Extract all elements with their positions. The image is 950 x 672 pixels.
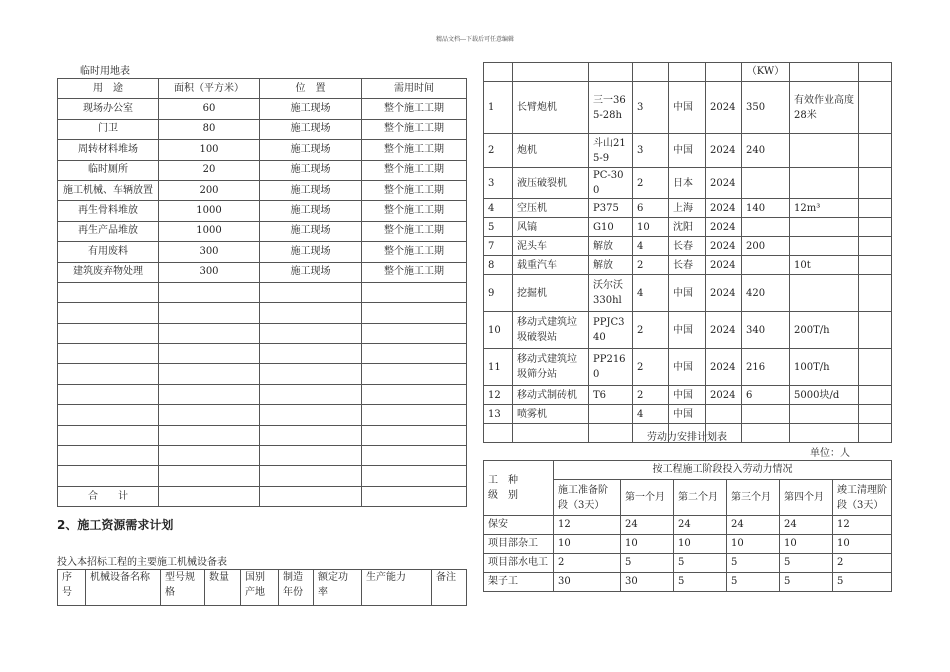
machine-cell: 140 — [742, 199, 790, 218]
machine-row — [484, 275, 892, 312]
machine-cell: 2024 — [706, 218, 742, 237]
land-cell: 1000 — [159, 221, 260, 241]
machine-cell: 中国 — [669, 275, 706, 312]
machine-cell: T6 — [589, 386, 633, 405]
land-cell: 施工现场 — [260, 201, 362, 221]
land-empty-cell — [58, 425, 159, 445]
land-cell: 施工机械、车辆放置 — [58, 180, 159, 200]
machine-cell: 上海 — [669, 199, 706, 218]
machine-cell: 沈阳 — [669, 218, 706, 237]
labor-stage-header: 第一个月 — [621, 480, 674, 516]
machine-cell: 340 — [742, 312, 790, 349]
machine-row — [484, 386, 892, 405]
land-empty-cell — [362, 446, 467, 466]
machine-cell — [790, 405, 859, 424]
land-empty-row — [58, 344, 467, 364]
labor-cell: 10 — [674, 535, 727, 554]
land-cell: 施工现场 — [260, 221, 362, 241]
machine-cell: 2024 — [706, 275, 742, 312]
land-empty-cell — [362, 384, 467, 404]
land-empty-cell — [159, 344, 260, 364]
labor-cell: 10 — [621, 535, 674, 554]
land-cell: 1000 — [159, 201, 260, 221]
machine-cell: 2024 — [706, 134, 742, 168]
equipment-header-cell: 额定功率 — [314, 570, 362, 606]
land-empty-cell — [159, 384, 260, 404]
machine-cell: 泥头车 — [513, 237, 589, 256]
labor-cell: 5 — [674, 573, 727, 592]
machine-remark-cell — [859, 312, 892, 349]
machine-cell: G10 — [589, 218, 633, 237]
machine-cell — [589, 405, 633, 424]
labor-stage-header: 第四个月 — [780, 480, 833, 516]
land-cell: 施工现场 — [260, 99, 362, 119]
labor-cell: 5 — [621, 554, 674, 573]
land-empty-cell — [260, 323, 362, 343]
machine-cell: 斗山215-9 — [589, 134, 633, 168]
land-empty-cell — [58, 344, 159, 364]
machine-cell — [790, 218, 859, 237]
machines-blank-cell — [633, 63, 669, 82]
land-cell: 200 — [159, 180, 260, 200]
land-empty-cell — [58, 364, 159, 384]
land-cell: 现场办公室 — [58, 99, 159, 119]
land-cell: 20 — [159, 160, 260, 180]
machine-cell: 风镐 — [513, 218, 589, 237]
equipment-header-cell: 机械设备名称 — [86, 570, 161, 606]
land-empty-cell — [362, 364, 467, 384]
section-title: 2、施工资源需求计划 — [57, 518, 174, 532]
machine-cell: 空压机 — [513, 199, 589, 218]
labor-row — [484, 535, 892, 554]
land-empty-cell — [362, 303, 467, 323]
labor-cell: 2 — [833, 554, 892, 573]
land-cell: 整个施工工期 — [362, 160, 467, 180]
land-empty-cell — [58, 282, 159, 302]
machine-cell: 4 — [633, 237, 669, 256]
machine-cell: 6 — [742, 386, 790, 405]
labor-stage-header: 竣工清理阶段（3天） — [833, 480, 892, 516]
labor-cell: 24 — [621, 516, 674, 535]
land-cell: 门卫 — [58, 119, 159, 139]
labor-row — [484, 554, 892, 573]
machine-cell: 8 — [484, 256, 513, 275]
machine-remark-cell — [859, 349, 892, 386]
equipment-header-cell: 国别产地 — [241, 570, 279, 606]
machine-cell: 3 — [633, 134, 669, 168]
machine-cell: 液压破裂机 — [513, 168, 589, 199]
land-cell: 施工现场 — [260, 180, 362, 200]
machine-cell: 11 — [484, 349, 513, 386]
labor-unit: 单位：人 — [810, 448, 850, 459]
land-header-row — [58, 79, 467, 99]
land-row — [58, 99, 467, 119]
equipment-header-table — [57, 569, 467, 606]
labor-cell: 24 — [674, 516, 727, 535]
machine-cell: 200 — [742, 237, 790, 256]
machine-cell — [742, 405, 790, 424]
machine-cell: 中国 — [669, 405, 706, 424]
land-empty-cell — [159, 303, 260, 323]
machine-cell: P375 — [589, 199, 633, 218]
labor-cell: 5 — [727, 573, 780, 592]
machine-cell — [790, 168, 859, 199]
machine-cell: 2024 — [706, 168, 742, 199]
land-cell: 整个施工工期 — [362, 221, 467, 241]
land-cell: 60 — [159, 99, 260, 119]
machine-remark-cell — [859, 134, 892, 168]
land-empty-cell — [362, 425, 467, 445]
land-cell: 施工现场 — [260, 119, 362, 139]
machine-row — [484, 405, 892, 424]
labor-cell: 24 — [727, 516, 780, 535]
machine-cell: 2 — [633, 256, 669, 275]
machine-cell: 2 — [633, 168, 669, 199]
equipment-header-cell: 备注 — [432, 570, 467, 606]
machine-row — [484, 218, 892, 237]
machine-cell: 挖掘机 — [513, 275, 589, 312]
land-empty-row — [58, 323, 467, 343]
machine-cell: 2024 — [706, 256, 742, 275]
machine-cell: 解放 — [589, 237, 633, 256]
machine-cell: 4 — [484, 199, 513, 218]
machine-cell: 216 — [742, 349, 790, 386]
land-empty-row — [58, 425, 467, 445]
power-unit-cell: （KW） — [742, 63, 790, 82]
land-empty-row — [58, 384, 467, 404]
equipment-header-cell: 序号 — [58, 570, 86, 606]
machine-cell — [742, 218, 790, 237]
labor-cell: 5 — [780, 573, 833, 592]
land-empty-cell — [260, 344, 362, 364]
machine-cell: 日本 — [669, 168, 706, 199]
labor-stage-header: 施工准备阶段（3天） — [554, 480, 621, 516]
land-cell: 有用废料 — [58, 242, 159, 262]
land-cell: 施工现场 — [260, 262, 362, 282]
machine-row — [484, 82, 892, 134]
machine-cell: 12m³ — [790, 199, 859, 218]
machine-row — [484, 256, 892, 275]
land-cell: 300 — [159, 262, 260, 282]
labor-stage-header: 第二个月 — [674, 480, 727, 516]
machine-cell: 10t — [790, 256, 859, 275]
land-empty-cell — [159, 405, 260, 425]
land-empty-cell — [362, 405, 467, 425]
land-empty-cell — [260, 303, 362, 323]
machine-cell: 2024 — [706, 386, 742, 405]
land-total-cell — [362, 486, 467, 506]
machine-cell: 350 — [742, 82, 790, 134]
land-empty-row — [58, 405, 467, 425]
machine-cell: 2 — [633, 386, 669, 405]
land-empty-cell — [58, 446, 159, 466]
land-row — [58, 180, 467, 200]
machine-cell: 1 — [484, 82, 513, 134]
labor-cell: 项目部杂工 — [484, 535, 554, 554]
machine-row — [484, 349, 892, 386]
land-cell: 建筑废弃物处理 — [58, 262, 159, 282]
machine-cell: 5000块/d — [790, 386, 859, 405]
labor-trade-header: 工 种 级 别 — [484, 461, 554, 516]
land-empty-row — [58, 282, 467, 302]
machine-cell: 2024 — [706, 199, 742, 218]
land-empty-row — [58, 466, 467, 486]
land-empty-cell — [58, 384, 159, 404]
land-empty-cell — [159, 466, 260, 486]
labor-cell: 架子工 — [484, 573, 554, 592]
machine-row — [484, 312, 892, 349]
machine-cell: PPJC340 — [589, 312, 633, 349]
machine-row — [484, 168, 892, 199]
land-cell: 整个施工工期 — [362, 242, 467, 262]
labor-cell: 项目部水电工 — [484, 554, 554, 573]
land-row — [58, 262, 467, 282]
machine-remark-cell — [859, 405, 892, 424]
land-row — [58, 242, 467, 262]
land-empty-cell — [159, 364, 260, 384]
machine-cell: 沃尔沃330hl — [589, 275, 633, 312]
land-cell: 周转材料堆场 — [58, 140, 159, 160]
labor-cell: 10 — [554, 535, 621, 554]
land-header-cell: 面积（平方米） — [159, 79, 260, 99]
machine-cell: 中国 — [669, 349, 706, 386]
machine-cell: 5 — [484, 218, 513, 237]
labor-cell: 12 — [833, 516, 892, 535]
machine-cell: 200T/h — [790, 312, 859, 349]
land-row — [58, 160, 467, 180]
equipment-header-cell: 数量 — [205, 570, 241, 606]
equipment-caption: 投入本招标工程的主要施工机械设备表 — [57, 557, 227, 568]
machine-cell: 13 — [484, 405, 513, 424]
machines-blank-cell — [790, 63, 859, 82]
machines-unit-row — [484, 63, 892, 82]
land-total-label: 合 计 — [58, 486, 159, 506]
machine-remark-cell — [859, 82, 892, 134]
land-empty-cell — [58, 405, 159, 425]
equipment-header-cell: 生产能力 — [362, 570, 432, 606]
machine-cell: 中国 — [669, 386, 706, 405]
land-cell: 80 — [159, 119, 260, 139]
machine-cell: 240 — [742, 134, 790, 168]
land-empty-cell — [260, 405, 362, 425]
machine-cell: 有效作业高度28米 — [790, 82, 859, 134]
machine-cell: 4 — [633, 405, 669, 424]
land-cell: 再生骨料堆放 — [58, 201, 159, 221]
machine-cell — [742, 256, 790, 275]
labor-cell: 保安 — [484, 516, 554, 535]
land-empty-cell — [159, 446, 260, 466]
land-empty-cell — [260, 282, 362, 302]
equipment-header-cell: 制造年份 — [279, 570, 314, 606]
machine-cell: 3 — [633, 82, 669, 134]
labor-header-row — [484, 461, 892, 480]
machine-cell: 3 — [484, 168, 513, 199]
machine-cell: 12 — [484, 386, 513, 405]
machine-cell — [790, 237, 859, 256]
machine-cell: 解放 — [589, 256, 633, 275]
machine-cell: 三一365-28h — [589, 82, 633, 134]
machine-cell: 2024 — [706, 237, 742, 256]
land-empty-cell — [159, 425, 260, 445]
machine-cell: 9 — [484, 275, 513, 312]
land-row — [58, 140, 467, 160]
labor-stage-header: 第三个月 — [727, 480, 780, 516]
machines-blank-cell — [859, 63, 892, 82]
machine-cell: 2 — [633, 349, 669, 386]
machine-cell: 2024 — [706, 349, 742, 386]
machine-cell: 6 — [633, 199, 669, 218]
machine-cell: 中国 — [669, 134, 706, 168]
land-header-cell: 需用时间 — [362, 79, 467, 99]
machine-cell: 长春 — [669, 256, 706, 275]
land-empty-cell — [159, 323, 260, 343]
land-empty-cell — [58, 466, 159, 486]
land-cell: 整个施工工期 — [362, 262, 467, 282]
machines-blank-cell — [484, 63, 513, 82]
machine-remark-cell — [859, 199, 892, 218]
land-header-cell: 位 置 — [260, 79, 362, 99]
machine-cell: PP2160 — [589, 349, 633, 386]
machine-remark-cell — [859, 237, 892, 256]
land-cell: 整个施工工期 — [362, 201, 467, 221]
land-cell: 临时厕所 — [58, 160, 159, 180]
machine-remark-cell — [859, 218, 892, 237]
labor-cell: 24 — [780, 516, 833, 535]
labor-cell: 12 — [554, 516, 621, 535]
machines-table — [483, 62, 892, 443]
machine-cell: 中国 — [669, 312, 706, 349]
machine-cell: 喷雾机 — [513, 405, 589, 424]
machine-cell: 移动式制砖机 — [513, 386, 589, 405]
machine-cell: 长春 — [669, 237, 706, 256]
land-empty-cell — [159, 282, 260, 302]
machine-cell: 10 — [484, 312, 513, 349]
land-empty-row — [58, 446, 467, 466]
labor-cell: 10 — [833, 535, 892, 554]
machine-cell — [706, 405, 742, 424]
land-empty-cell — [362, 466, 467, 486]
land-header-cell: 用 途 — [58, 79, 159, 99]
labor-cell: 5 — [780, 554, 833, 573]
land-empty-cell — [260, 364, 362, 384]
machine-cell: 2 — [484, 134, 513, 168]
machines-blank-cell — [589, 63, 633, 82]
machine-cell: 2024 — [706, 82, 742, 134]
machine-row — [484, 134, 892, 168]
machines-blank-cell — [513, 63, 589, 82]
equipment-header-cell: 型号规格 — [161, 570, 205, 606]
land-empty-row — [58, 364, 467, 384]
labor-cell: 2 — [554, 554, 621, 573]
machine-cell: 移动式建筑垃圾破裂站 — [513, 312, 589, 349]
land-table-caption: 临时用地表 — [80, 66, 130, 77]
land-usage-table — [57, 78, 467, 507]
machine-cell: 10 — [633, 218, 669, 237]
land-cell: 施工现场 — [260, 140, 362, 160]
machine-cell: 4 — [633, 275, 669, 312]
labor-caption: 劳动力安排计划表 — [647, 432, 727, 443]
labor-table — [483, 460, 892, 592]
machine-cell: 载重汽车 — [513, 256, 589, 275]
page-header: 精品文档---下载后可任意编辑 — [435, 36, 515, 43]
machine-cell: 长臂炮机 — [513, 82, 589, 134]
labor-group-header: 按工程施工阶段投入劳动力情况 — [554, 461, 892, 480]
machine-remark-cell — [859, 275, 892, 312]
land-empty-cell — [58, 323, 159, 343]
land-row — [58, 201, 467, 221]
machines-blank-cell — [669, 63, 706, 82]
machine-cell: 2024 — [706, 312, 742, 349]
machine-cell: 2 — [633, 312, 669, 349]
machine-cell: 中国 — [669, 82, 706, 134]
land-cell: 整个施工工期 — [362, 119, 467, 139]
land-row — [58, 119, 467, 139]
machines-blank-cell — [706, 63, 742, 82]
land-empty-cell — [260, 384, 362, 404]
labor-cell: 5 — [727, 554, 780, 573]
land-cell: 整个施工工期 — [362, 180, 467, 200]
machine-remark-cell — [859, 168, 892, 199]
machine-row — [484, 237, 892, 256]
machine-remark-cell — [859, 386, 892, 405]
land-empty-cell — [362, 282, 467, 302]
land-empty-row — [58, 303, 467, 323]
land-cell: 再生产品堆放 — [58, 221, 159, 241]
machine-cell — [742, 168, 790, 199]
land-total-cell — [260, 486, 362, 506]
land-cell: 整个施工工期 — [362, 140, 467, 160]
machine-cell: 420 — [742, 275, 790, 312]
machine-cell: PC-300 — [589, 168, 633, 199]
labor-row — [484, 573, 892, 592]
machine-remark-cell — [859, 256, 892, 275]
land-empty-cell — [58, 303, 159, 323]
land-row — [58, 221, 467, 241]
labor-cell: 5 — [833, 573, 892, 592]
machine-row — [484, 199, 892, 218]
land-total-cell — [159, 486, 260, 506]
land-empty-cell — [362, 344, 467, 364]
labor-cell: 5 — [674, 554, 727, 573]
labor-cell: 30 — [621, 573, 674, 592]
labor-cell: 10 — [727, 535, 780, 554]
land-empty-cell — [260, 425, 362, 445]
machine-cell — [790, 275, 859, 312]
land-empty-cell — [362, 323, 467, 343]
labor-cell: 10 — [780, 535, 833, 554]
land-cell: 整个施工工期 — [362, 99, 467, 119]
labor-cell: 30 — [554, 573, 621, 592]
land-empty-cell — [260, 446, 362, 466]
land-cell: 300 — [159, 242, 260, 262]
machine-cell — [790, 134, 859, 168]
machine-cell: 炮机 — [513, 134, 589, 168]
labor-row — [484, 516, 892, 535]
land-cell: 施工现场 — [260, 242, 362, 262]
land-empty-cell — [260, 466, 362, 486]
land-cell: 施工现场 — [260, 160, 362, 180]
land-total-row — [58, 486, 467, 506]
land-cell: 100 — [159, 140, 260, 160]
machine-cell: 100T/h — [790, 349, 859, 386]
machine-cell: 移动式建筑垃圾筛分站 — [513, 349, 589, 386]
machine-cell: 7 — [484, 237, 513, 256]
